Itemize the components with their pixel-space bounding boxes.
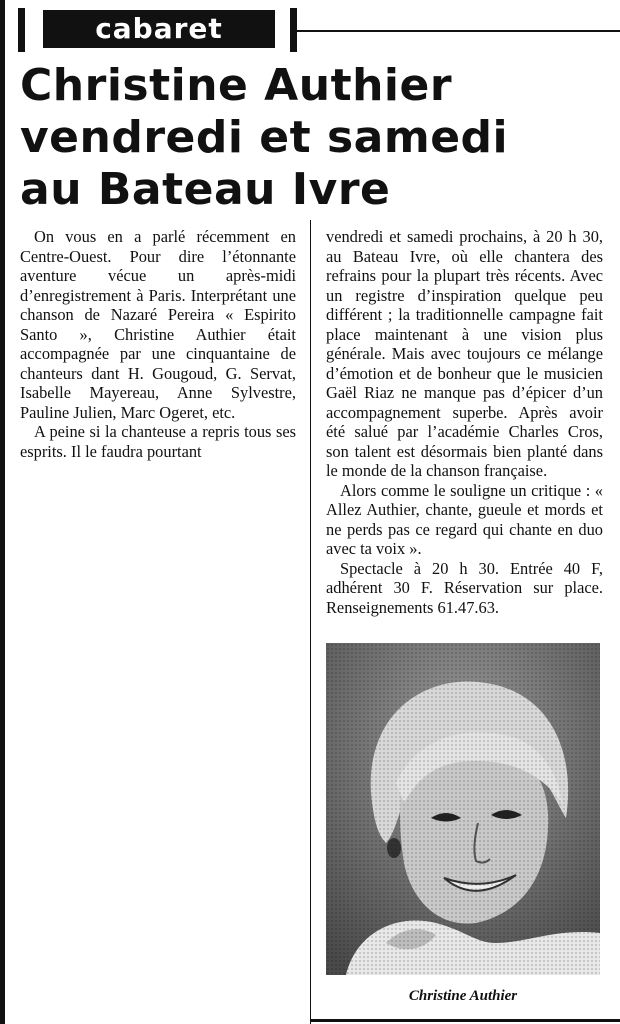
photo-caption: Christine Authier [408, 988, 518, 1004]
portrait-illustration [326, 643, 600, 975]
headline-line-3: au Bateau Ivre [20, 164, 391, 215]
portrait-photo [326, 643, 600, 975]
rubric-left-bar [18, 8, 25, 52]
header-rule [297, 30, 620, 32]
section-rubric: cabaret [43, 10, 275, 48]
bottom-rule [310, 1019, 620, 1022]
paragraph: vendredi et samedi prochains, à 20 h 30, au Bateau Ivre, où elle chantera des refrains pour la plupart très récents. Avec un registre d’inspiration quelque peu différent ; la traditionnelle campagne fait place maintenant à une vision plus générale. Mais avec toujours ce mélange d’émotion et de bonheur que le musicien Gaël Riaz ne manque pas d’épicer d’un accompagnement superbe. Après avoir été salué par l’académie Charles Cros, son talent est désormais bien planté dans le monde de la chanson française. [326, 227, 603, 480]
column-divider [310, 220, 311, 1024]
headline-line-1: Christine Authier [20, 60, 453, 111]
left-frame-bar [0, 0, 5, 1024]
paragraph: Alors comme le souligne un critique : « Allez Authier, chante, gueule et mords et ne perds pas ce regard qui chante en duo avec ta voix ». [326, 480, 603, 558]
article-column-left [20, 227, 296, 461]
article-column-right [326, 227, 603, 617]
paragraph: Spectacle à 20 h 30. Entrée 40 F, adhérent 30 F. Réservation sur place. Renseignements 61.47.63. [326, 558, 603, 617]
paragraph: A peine si la chanteuse a repris tous ses esprits. Il le faudra pourtant [20, 422, 296, 461]
headline-line-2: vendredi et samedi [20, 112, 509, 163]
rubric-right-bar [290, 8, 297, 52]
article-headline [20, 60, 615, 216]
paragraph: On vous en a parlé récemment en Centre-Ouest. Pour dire l’étonnante aventure vécue un après-midi d’enregistrement à Paris. Interprétant une chanson de Nazaré Pereira « Espirito Santo », Christine Authier était accompagnée par une cinquantaine de chanteurs dant H. Gougoud, G. Servat, Isabelle Mayereau, Anne Sylvestre, Pauline Julien, Marc Ogeret, etc. [20, 227, 296, 422]
